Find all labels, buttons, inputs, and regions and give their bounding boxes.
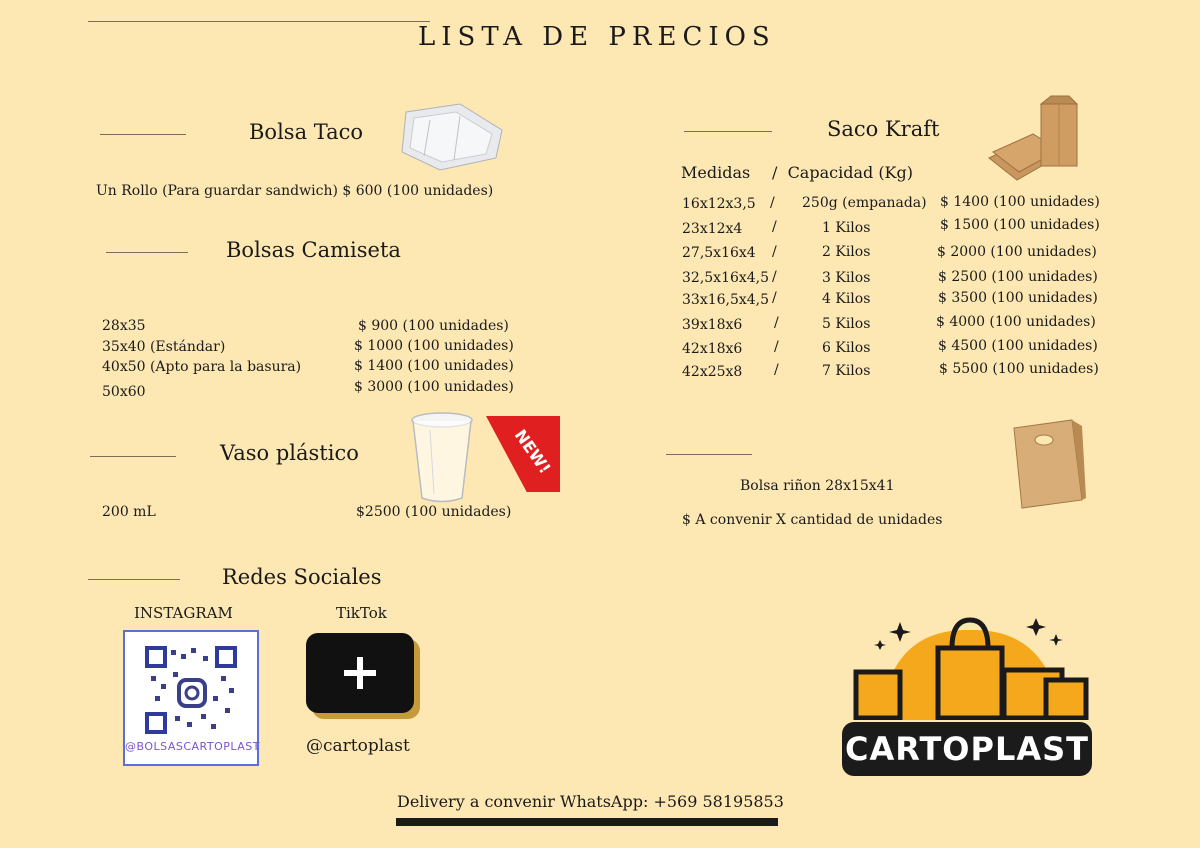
camiseta-title: Bolsas Camiseta	[226, 238, 401, 262]
camiseta-price: $ 1400 (100 unidades)	[354, 358, 514, 374]
kraft-price: $ 1400 (100 unidades)	[940, 194, 1100, 210]
camiseta-size: 35x40 (Estándar)	[102, 339, 226, 355]
camiseta-price: $ 1000 (100 unidades)	[354, 338, 514, 354]
kraft-size: 27,5x16x4	[682, 245, 756, 261]
rinon-rule	[666, 454, 752, 455]
kraft-rule	[684, 131, 772, 132]
kraft-size: 42x18x6	[682, 341, 743, 357]
cartoplast-logo	[820, 588, 1110, 788]
kraft-sep: /	[772, 219, 777, 235]
kraft-size: 23x12x4	[682, 221, 743, 237]
camiseta-price: $ 900 (100 unidades)	[358, 318, 509, 334]
vaso-size: 200 mL	[102, 504, 156, 520]
rinon-price: $ A convenir X cantidad de unidades	[682, 512, 943, 528]
kraft-price: $ 4000 (100 unidades)	[936, 314, 1096, 330]
instagram-handle: @BOLSASCARTOPLAST	[125, 740, 260, 753]
kraft-capacity: 1 Kilos	[822, 220, 871, 236]
kraft-capacity: 2 Kilos	[822, 244, 871, 260]
camiseta-size: 28x35	[102, 318, 146, 334]
kraft-capacity: 7 Kilos	[822, 363, 871, 379]
plus-icon	[342, 655, 378, 691]
kraft-price: $ 3500 (100 unidades)	[938, 290, 1098, 306]
instagram-label: INSTAGRAM	[134, 604, 233, 622]
kraft-size: 33x16,5x4,5	[682, 292, 770, 308]
camiseta-price: $ 3000 (100 unidades)	[354, 379, 514, 395]
kraft-price: $ 2500 (100 unidades)	[938, 269, 1098, 285]
kraft-size: 39x18x6	[682, 317, 743, 333]
kraft-sep: /	[770, 195, 775, 211]
kraft-size: 32,5x16x4,5	[682, 270, 770, 286]
social-title: Redes Sociales	[222, 565, 382, 589]
tiktok-handle: @cartoplast	[306, 736, 410, 756]
rinon-title: Bolsa riñon 28x15x41	[740, 478, 895, 494]
kraft-bags-image	[985, 94, 1085, 188]
vaso-rule	[90, 456, 176, 457]
taco-price-line: Un Rollo (Para guardar sandwich) $ 600 (100 unidades)	[96, 183, 494, 199]
tiktok-label: TikTok	[336, 604, 387, 622]
camiseta-size: 40x50 (Apto para la basura)	[102, 359, 302, 375]
kraft-price: $ 4500 (100 unidades)	[938, 338, 1098, 354]
rinon-bag-image	[1010, 416, 1086, 512]
footer-bar	[396, 818, 778, 826]
camiseta-rule	[106, 252, 188, 253]
cup-image	[410, 412, 474, 506]
brand-name: CARTOPLAST	[845, 730, 1089, 768]
camiseta-size: 50x60	[102, 384, 146, 400]
kraft-sep: /	[772, 244, 777, 260]
kraft-sep: /	[772, 290, 777, 306]
kraft-sep: /	[774, 315, 779, 331]
kraft-header-capacidad: / Capacidad (Kg)	[772, 163, 913, 182]
vaso-price: $2500 (100 unidades)	[356, 504, 512, 520]
kraft-sep: /	[774, 339, 779, 355]
kraft-price: $ 2000 (100 unidades)	[937, 244, 1097, 260]
delivery-text: Delivery a convenir WhatsApp: +569 58195853	[397, 792, 784, 811]
kraft-capacity: 4 Kilos	[822, 291, 871, 307]
kraft-capacity: 5 Kilos	[822, 316, 871, 332]
kraft-capacity: 250g (empanada)	[802, 195, 927, 211]
new-badge	[486, 416, 560, 492]
kraft-sep: /	[772, 269, 777, 285]
new-badge-label: NEW!	[510, 425, 555, 478]
taco-title: Bolsa Taco	[249, 120, 364, 144]
kraft-size: 42x25x8	[682, 364, 743, 380]
kraft-size: 16x12x3,5	[682, 196, 756, 212]
social-rule	[88, 579, 180, 580]
taco-rule	[100, 134, 186, 135]
taco-bag-image	[400, 100, 506, 172]
kraft-sep: /	[774, 362, 779, 378]
shopping-bags-icon	[850, 610, 1090, 720]
vaso-title: Vaso plástico	[220, 441, 359, 465]
kraft-title: Saco Kraft	[827, 117, 940, 141]
kraft-price: $ 1500 (100 unidades)	[940, 217, 1100, 233]
kraft-capacity: 6 Kilos	[822, 340, 871, 356]
kraft-price: $ 5500 (100 unidades)	[939, 361, 1099, 377]
tiktok-button[interactable]	[306, 633, 414, 713]
kraft-capacity: 3 Kilos	[822, 270, 871, 286]
kraft-header-medidas: Medidas	[681, 163, 751, 182]
qr-icon	[125, 632, 257, 736]
page-title: LISTA DE PRECIOS	[418, 22, 776, 52]
header-rule	[88, 21, 430, 22]
instagram-qr-code[interactable]	[123, 630, 259, 766]
